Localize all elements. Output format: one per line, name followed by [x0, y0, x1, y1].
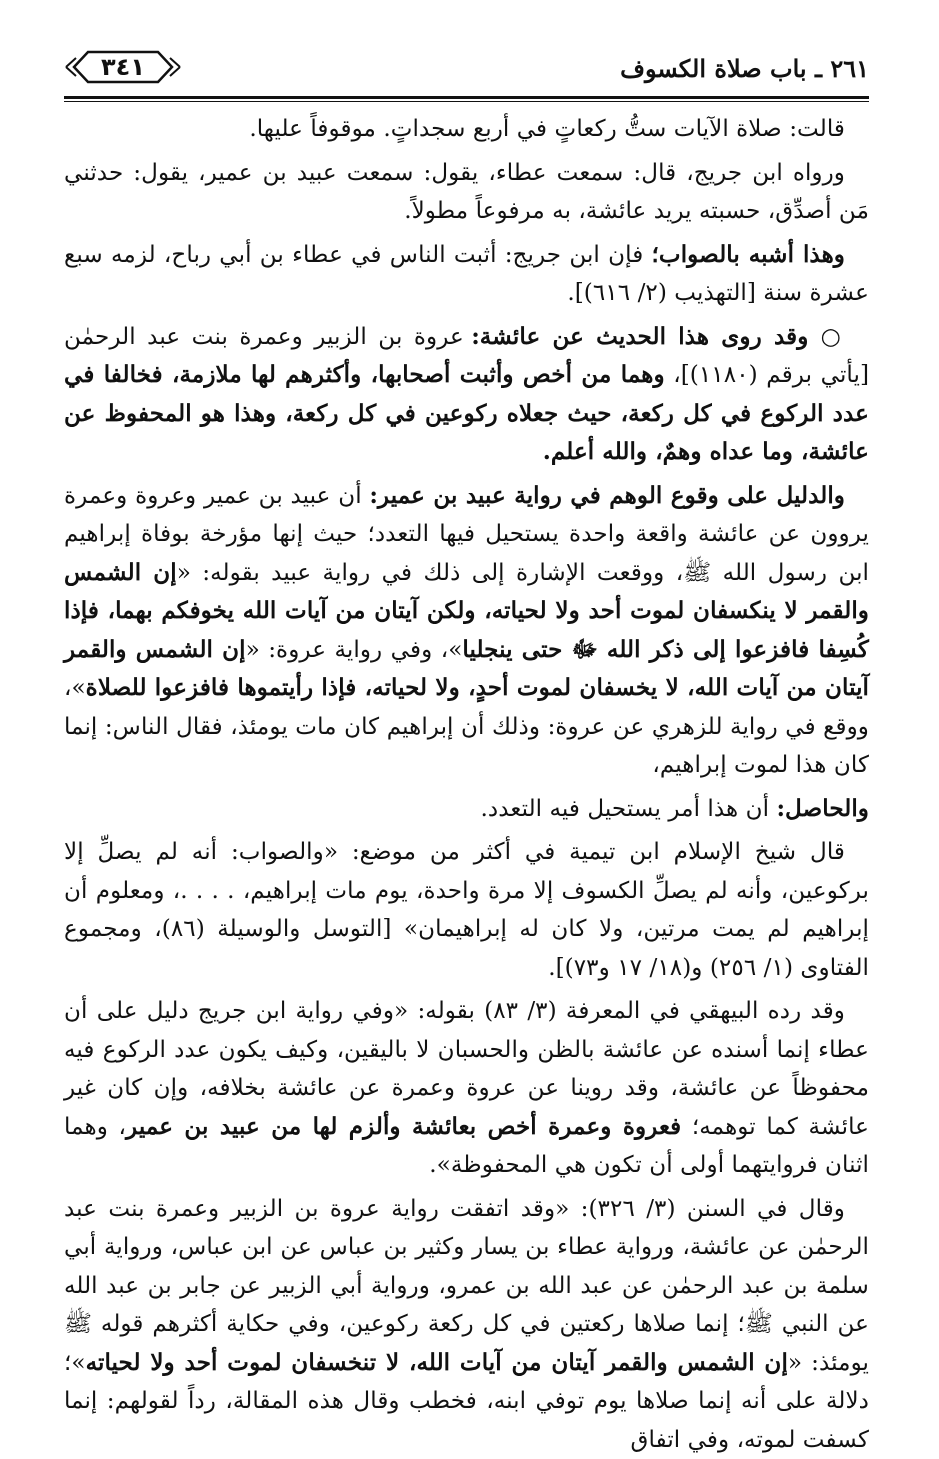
page-number: ٣٤١	[101, 53, 145, 81]
bold-text-run: إن الشمس والقمر آيتان من آيات الله، لا تنخسفان لموت أحد ولا لحياته	[86, 1349, 788, 1376]
paragraph	[64, 236, 869, 313]
paragraph	[64, 154, 869, 231]
paragraph	[64, 833, 869, 987]
paragraph	[64, 790, 869, 829]
text-run: فإن ابن جريج: أثبت الناس في عطاء بن أبي رباح، لزمه سبع عشرة سنة [التهذيب (٢/ ٦١٦)].	[64, 241, 869, 307]
text-run: ورواه ابن جريج، قال: سمعت عطاء، يقول: سمعت عبيد بن عمير، يقول: حدثني مَن أصدِّق، حسبته يريد عائشة، به مرفوعاً مطولاً.	[64, 159, 869, 225]
text-run: »، ووقع في رواية للزهري عن عروة: وذلك أن إبراهيم كان مات يومئذ، فقال الناس: إنما كان هذا لموت إبراهيم،	[64, 674, 869, 778]
bold-text-run: وهما من أخص وأثبت أصحابها، وأكثرهم لها ملازمة، فخالفا في عدد الركوع في كل ركعة، حيث جعلاه ركوعين في كل ركعة، وهذا هو المحفوظ عن عائشة، وما عداه وهمٌ، والله أعلم.	[64, 361, 869, 465]
bold-text-run: إن الشمس والقمر لا ينكسفان لموت أحد ولا لحياته، ولكن آيتان من آيات الله يخوفكم بهما، فإذا كُسِفا فافزعوا إلى ذكر الله ﷻ حتى ينجليا	[64, 559, 869, 663]
text-run: وقال في السنن (٣/ ٣٢٦): «وقد اتفقت رواية عروة بن الزبير وعمرة بنت عبد الرحمٰن عن عائشة، ورواية عطاء بن يسار وكثير بن عباس عن ابن عباس، ورواية أبي سلمة بن عبد الرحمٰن عن عبد الله بن عمرو، ورواية أبي الزبير عن جابر بن عبد الله عن النبي ﷺ؛ إنما صلاها ركعتين في كل ركعة ركوعين، وفي حكاية أكثرهم قوله ﷺ يومئذ: «	[64, 1195, 869, 1376]
text-run: »؛ دلالة على أنه إنما صلاها يوم توفي ابنه، فخطب وقال هذه المقالة، رداً لقولهم: إنما كسفت لموته، وفي اتفاق	[64, 1349, 869, 1453]
text-run: قالت: صلاة الآيات ستُّ ركعاتٍ في أربع سجداتٍ. موقوفاً عليها.	[249, 115, 845, 142]
page-header	[64, 40, 869, 102]
paragraph	[64, 477, 869, 785]
text-run: أن عبيد بن عمير وعروة وعمرة يروون عن عائشة واقعة واحدة يستحيل فيها التعدد؛ حيث إنها مؤرخة بوفاة إبراهيم ابن رسول الله ﷺ، ووقعت الإشارة إلى ذلك في رواية عبيد بقوله: «	[64, 482, 869, 586]
text-run: »، وفي رواية عروة: «	[246, 636, 463, 663]
text-run: أن هذا أمر يستحيل فيه التعدد.	[481, 795, 777, 822]
bold-text-run: والحاصل:	[776, 795, 869, 822]
header-rule	[64, 96, 869, 99]
bold-text-run: والدليل على وقوع الوهم في رواية عبيد بن عمير:	[369, 482, 845, 509]
text-run: ، وهما اثنان فروايتهما أولى أن تكون هي المحفوظة».	[64, 1113, 869, 1179]
running-title: ٢٦١ ـ باب صلاة الكسوف	[620, 54, 869, 83]
bold-text-run: وهذا أشبه بالصواب؛	[652, 241, 846, 268]
paragraph	[64, 110, 869, 149]
text-run: قال شيخ الإسلام ابن تيمية في أكثر من موضع: «والصواب: أنه لم يصلِّ إلا بركوعين، وأنه لم يصلِّ الكسوف إلا مرة واحدة، يوم مات إبراهيم، . . . .، ومعلوم أن إبراهيم لم يمت مرتين، ولا كان له إبراهيمان» [التوسل والوسيلة (٨٦)، ومجموع الفتاوى (١/ ٢٥٦) و(١٨/ ١٧ و٧٣)].	[64, 838, 869, 981]
page-number-frame	[64, 48, 182, 86]
body-text	[64, 110, 869, 1459]
bold-text-run: فعروة وعمرة أخص بعائشة وألزم لها من عبيد بن عمير	[126, 1113, 681, 1140]
text-run: عروة بن الزبير وعمرة بنت عبد الرحمٰن [يأتي برقم (١١٨٠)]،	[64, 323, 869, 389]
paragraph	[64, 318, 869, 472]
paragraph	[64, 992, 869, 1185]
header-rule-thin	[64, 101, 869, 102]
text-run: وقد رده البيهقي في المعرفة (٣/ ٨٣) بقوله: «وفي رواية ابن جريج دليل على أن عطاء إنما أسنده عن عائشة بالظن والحسبان لا باليقين، وكيف يكون عدد الركوع فيه محفوظاً عن عائشة، وقد روينا عن عروة وعمرة عن عائشة بخلافه، وإن كان غير عائشة كما توهمه؛	[64, 997, 869, 1140]
paragraph	[64, 1190, 869, 1459]
bold-text-run: إن الشمس والقمر آيتان من آيات الله، لا يخسفان لموت أحدٍ، ولا لحياته، فإذا رأيتموها فافزعوا للصلاة	[64, 636, 869, 702]
bold-text-run: ○ وقد روى هذا الحديث عن عائشة:	[471, 323, 845, 350]
